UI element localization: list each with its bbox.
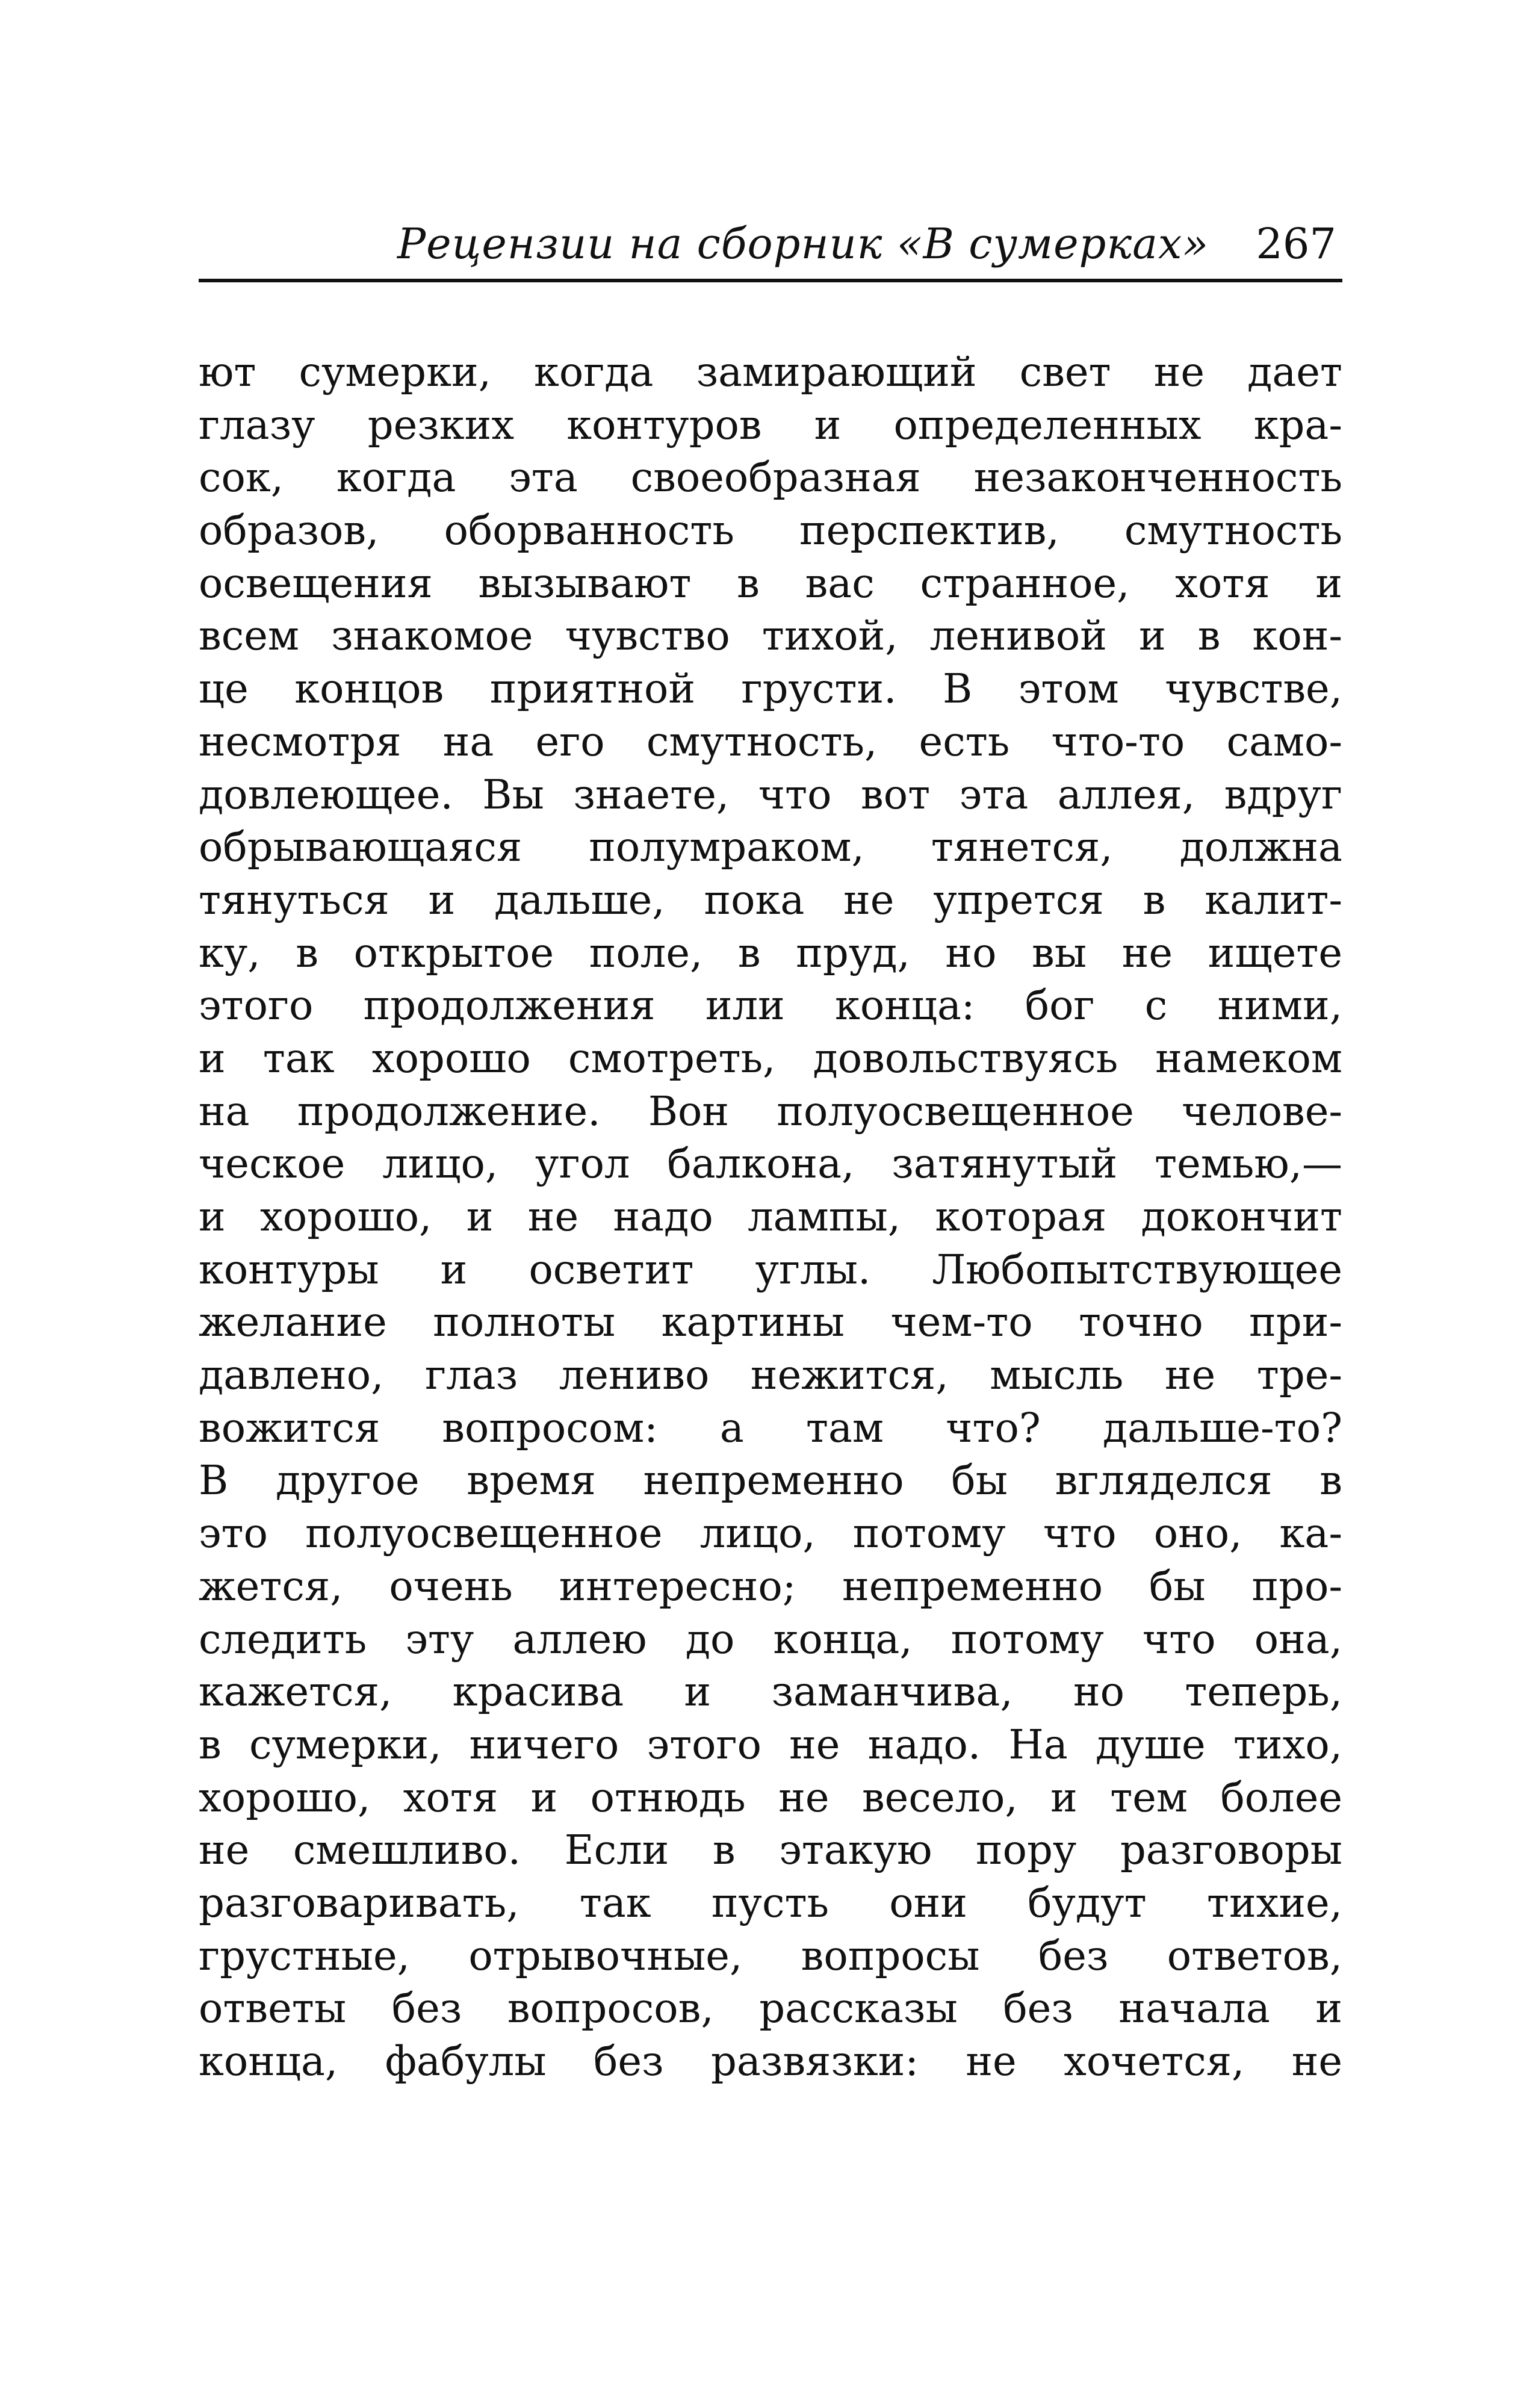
page-header bbox=[199, 214, 1342, 280]
text-line: на продолжение. Вон полуосвещенное челове- bbox=[199, 1087, 1342, 1135]
text-line: сок, когда эта своеобразная незаконченность bbox=[199, 454, 1342, 501]
text-line: давлено, глаз лениво нежится, мысль не тре- bbox=[199, 1351, 1342, 1399]
text-line: желание полноты картины чем-то точно при- bbox=[199, 1299, 1342, 1346]
text-line: вожится вопросом: а там что? дальше-то? bbox=[199, 1404, 1342, 1451]
text-line: освещения вызывают в вас странное, хотя и bbox=[199, 559, 1342, 607]
text-line: и так хорошо смотреть, довольствуясь намеком bbox=[199, 1034, 1342, 1082]
running-title: Рецензии на сборник «В сумерках» bbox=[397, 219, 1209, 268]
text-line: жется, очень интересно; непременно бы про- bbox=[199, 1562, 1342, 1610]
text-line: кажется, красива и заманчива, но теперь, bbox=[199, 1668, 1342, 1716]
text-line: обрывающаяся полумраком, тянется, должна bbox=[199, 824, 1342, 871]
text-line: несмотря на его смутность, есть что-то само- bbox=[199, 718, 1342, 765]
page-number: 267 bbox=[1256, 219, 1336, 268]
text-line: хорошо, хотя и отнюдь не весело, и тем более bbox=[199, 1773, 1342, 1821]
text-line: не смешливо. Если в этакую пору разговоры bbox=[199, 1826, 1342, 1874]
text-line: следить эту аллею до конца, потому что она, bbox=[199, 1615, 1342, 1663]
text-line: образов, оборванность перспектив, смутность bbox=[199, 507, 1342, 554]
text-line: этого продолжения или конца: бог с ними, bbox=[199, 982, 1342, 1029]
header-rule bbox=[199, 279, 1342, 282]
text-line: в сумерки, ничего этого не надо. На душе тихо, bbox=[199, 1721, 1342, 1768]
text-line: ответы без вопросов, рассказы без начала и bbox=[199, 1985, 1342, 2032]
text-line: В другое время непременно бы вгляделся в bbox=[199, 1457, 1342, 1504]
text-line: ку, в открытое поле, в пруд, но вы не ищете bbox=[199, 929, 1342, 976]
text-line: и хорошо, и не надо лампы, которая докончит bbox=[199, 1193, 1342, 1240]
text-line: ческое лицо, угол балкона, затянутый темью,— bbox=[199, 1140, 1342, 1188]
text-line: всем знакомое чувство тихой, ленивой и в кон- bbox=[199, 612, 1342, 660]
text-line: грустные, отрывочные, вопросы без ответов, bbox=[199, 1932, 1342, 1979]
body-text bbox=[199, 346, 1342, 2088]
text-line: конца, фабулы без развязки: не хочется, не bbox=[199, 2038, 1342, 2085]
text-line: разговаривать, так пусть они будут тихие, bbox=[199, 1879, 1342, 1926]
text-line: це концов приятной грусти. В этом чувстве, bbox=[199, 665, 1342, 713]
text-line: ют сумерки, когда замирающий свет не дает bbox=[199, 349, 1342, 396]
text-line: глазу резких контуров и определенных кра- bbox=[199, 401, 1342, 448]
text-line: довлеющее. Вы знаете, что вот эта аллея, вдруг bbox=[199, 771, 1342, 818]
text-line: тянуться и дальше, пока не упрется в калит- bbox=[199, 876, 1342, 923]
text-line: контуры и осветит углы. Любопытствующее bbox=[199, 1246, 1342, 1293]
text-line: это полуосвещенное лицо, потому что оно, ка- bbox=[199, 1510, 1342, 1557]
